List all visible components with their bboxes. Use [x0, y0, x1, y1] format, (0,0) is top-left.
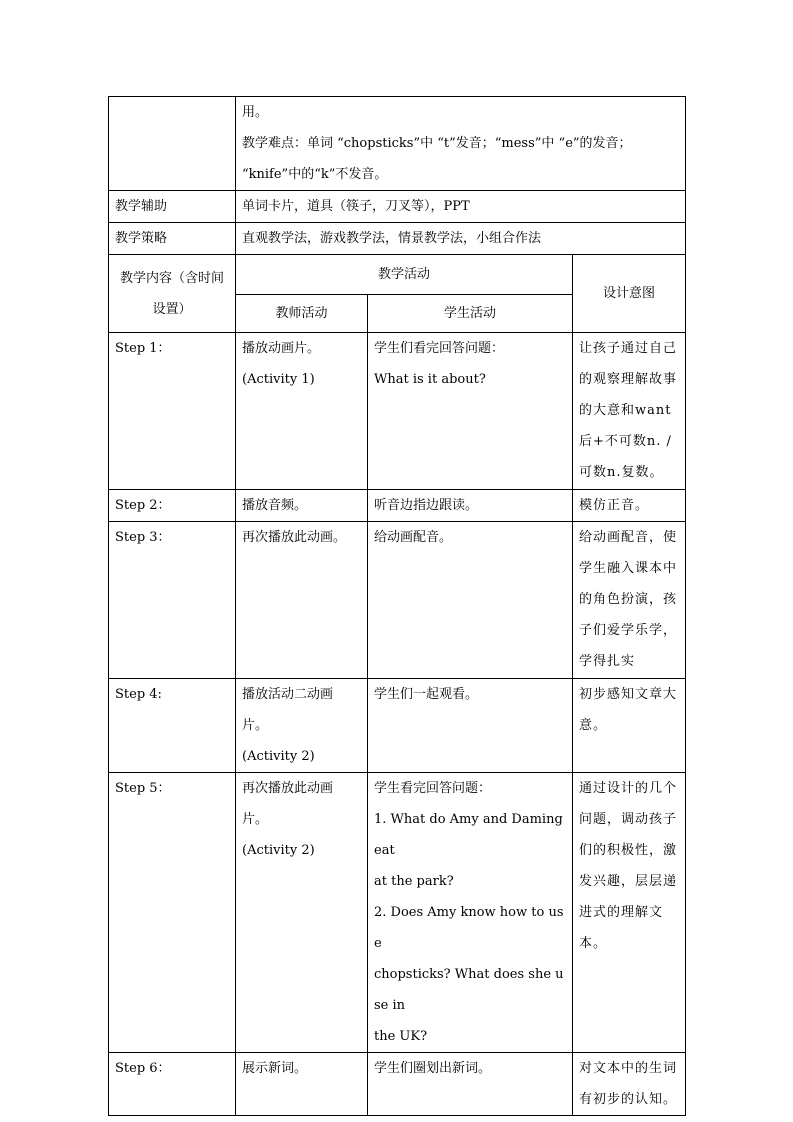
text-line: 给动画配音，使 [579, 530, 678, 545]
step-label: Step 2： [109, 490, 236, 522]
text-line: 片。 [242, 812, 269, 827]
content-header-line: 设置） [152, 301, 192, 317]
strategy-value: 直观教学法，游戏教学法，情景教学法，小组合作法 [236, 223, 686, 255]
step-row [109, 1053, 686, 1116]
text-line: What is it about? [374, 372, 486, 387]
text-line: 播放活动二动画 [242, 687, 334, 702]
text-line: 的观察理解故事 [579, 372, 678, 387]
student-header: 学生活动 [368, 295, 573, 333]
text-line: 后+不可数n. / [579, 434, 672, 449]
text-line: 用。 [242, 105, 269, 120]
aids-label: 教学辅助 [109, 191, 236, 223]
text-line: the UK? [374, 1029, 428, 1044]
text-line: 2. Does Amy know how to use [374, 905, 564, 951]
text-line: (Activity 1) [242, 372, 315, 387]
intent-cell [573, 773, 686, 1053]
text-line: at the park? [374, 874, 454, 889]
step-row [109, 522, 686, 679]
step-label: Step 3： [109, 522, 236, 679]
text-line: 通过设计的几个 [579, 781, 678, 796]
intent-cell [573, 522, 686, 679]
step-row [109, 333, 686, 490]
teacher-header: 教师活动 [236, 295, 368, 333]
text-line: 学生们圈划出新词。 [374, 1061, 492, 1076]
text-line: 让孩子通过自己 [579, 341, 678, 356]
text-line: 问题，调动孩子 [579, 812, 678, 827]
text-line: 学生看完回答问题： [374, 781, 492, 796]
student-cell [368, 1053, 573, 1116]
text-line: 展示新词。 [242, 1061, 308, 1076]
step-label: Step 1： [109, 333, 236, 490]
text-line: 进式的理解文 [579, 905, 664, 920]
text-line: chopsticks? What does she use in [374, 967, 564, 1013]
text-line: 教学难点：单词 “chopsticks”中 “t”发音；“mess”中 “e”的发音； [242, 136, 632, 151]
lesson-plan-table [108, 96, 686, 1116]
text-line: 学生们看完回答问题： [374, 341, 505, 356]
intent-cell [573, 333, 686, 490]
text-line: 有初步的认知。 [579, 1092, 678, 1107]
text-line: 们的积极性，激 [579, 843, 678, 858]
text-line: 模仿正音。 [579, 498, 650, 513]
text-line: 的角色扮演，孩 [579, 592, 678, 607]
text-line: 再次播放此动画。 [242, 530, 347, 545]
teacher-cell [236, 522, 368, 679]
text-line: 初步感知文章大 [579, 687, 678, 702]
teacher-cell [236, 333, 368, 490]
step-row [109, 490, 686, 522]
aids-row [109, 191, 686, 223]
text-line: 学得扎实 [579, 654, 636, 669]
strategy-row [109, 223, 686, 255]
student-cell [368, 333, 573, 490]
step-label: Step 6： [109, 1053, 236, 1116]
step-label: Step 5： [109, 773, 236, 1053]
text-line: 听音边指边跟读。 [374, 498, 479, 513]
text-line: 播放音频。 [242, 498, 308, 513]
text-line: 发兴趣，层层递 [579, 874, 678, 889]
text-line: 的大意和want [579, 403, 672, 418]
step-label: Step 4: [109, 679, 236, 773]
student-cell [368, 773, 573, 1053]
difficulty-row [109, 97, 686, 191]
text-line: “knife”中的“k”不发音。 [242, 167, 388, 182]
content-header [109, 255, 236, 333]
text-line: 对文本中的生词 [579, 1061, 678, 1076]
text-line: 可数n.复数。 [579, 465, 664, 480]
intent-cell [573, 490, 686, 522]
header-row [109, 255, 686, 295]
text-line: 再次播放此动画 [242, 781, 334, 796]
text-line: (Activity 2) [242, 749, 315, 764]
text-line: (Activity 2) [242, 843, 315, 858]
teacher-cell [236, 679, 368, 773]
step-row [109, 679, 686, 773]
text-line: 学生融入课本中 [579, 561, 678, 576]
difficulty-cell [236, 97, 686, 191]
student-cell [368, 490, 573, 522]
student-cell [368, 522, 573, 679]
intent-cell [573, 679, 686, 773]
text-line: 学生们一起观看。 [374, 687, 479, 702]
empty-label-cell [109, 97, 236, 191]
text-line: 意。 [579, 718, 608, 733]
strategy-label: 教学策略 [109, 223, 236, 255]
text-line: 播放动画片。 [242, 341, 321, 356]
teacher-cell [236, 773, 368, 1053]
step-row [109, 773, 686, 1053]
intent-header: 设计意图 [573, 255, 686, 333]
text-line: 子们爱学乐学， [579, 623, 678, 638]
text-line: 本。 [579, 936, 608, 951]
intent-cell [573, 1053, 686, 1116]
content-header-line: 教学内容（含时间 [119, 270, 224, 286]
activity-header: 教学活动 [236, 255, 573, 295]
text-line: 1. What do Amy and Daming eat [374, 812, 563, 858]
text-line: 给动画配音。 [374, 530, 453, 545]
teacher-cell [236, 490, 368, 522]
teacher-cell [236, 1053, 368, 1116]
text-line: 片。 [242, 718, 269, 733]
student-cell [368, 679, 573, 773]
aids-value: 单词卡片，道具（筷子，刀叉等），PPT [236, 191, 686, 223]
